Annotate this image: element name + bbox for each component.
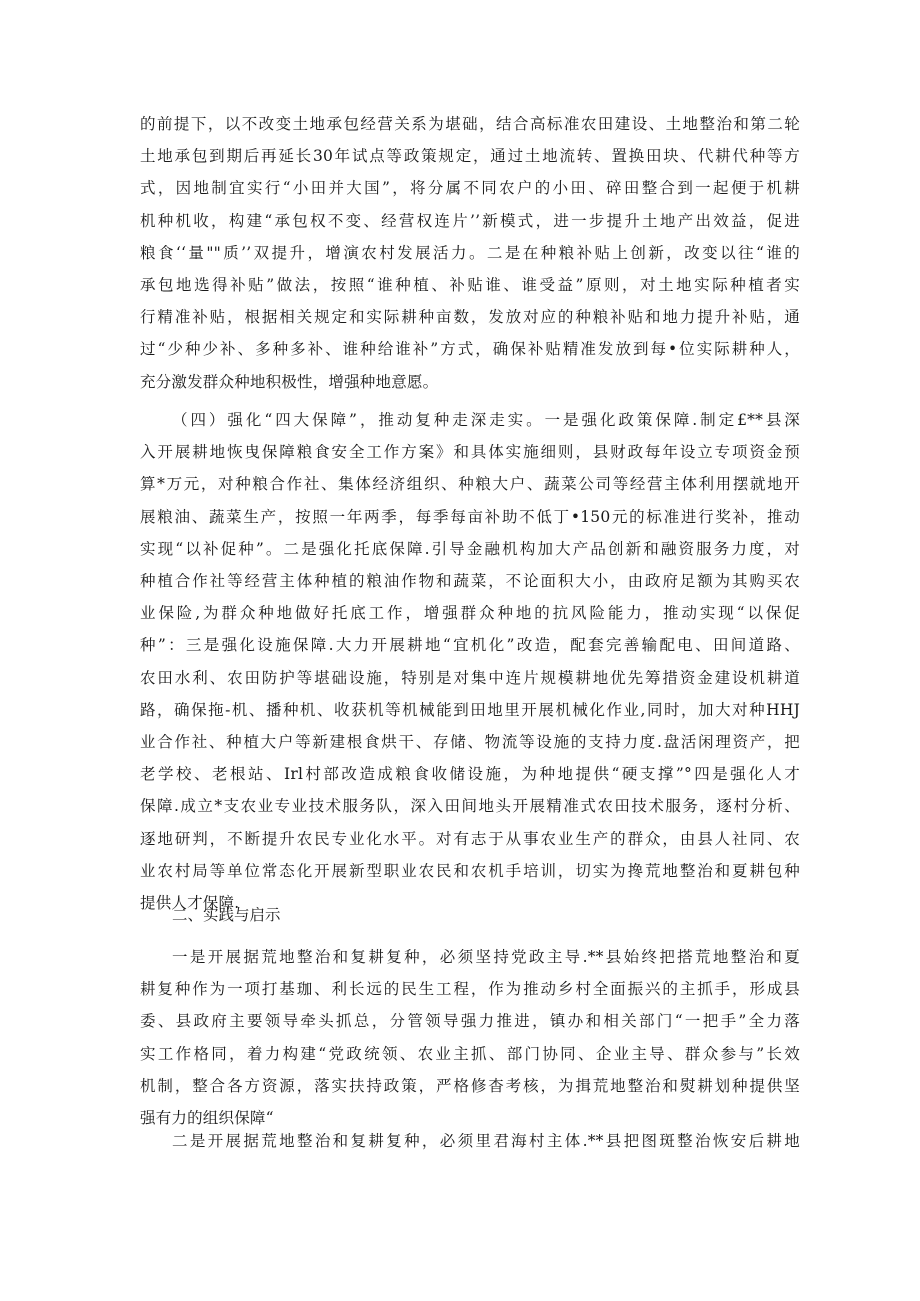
text-line: 的前提下，以不改变土地承包经营关系为堪础，结合高标准农田建设、土地整治和第二轮 bbox=[140, 115, 800, 133]
text-line: 农田水利、农田防护等堪础设施，特别是对集中连片规模耕地优先筹措资金建设机耕道 bbox=[140, 668, 800, 687]
text-line: 路，确保拖-机、播种机、收获机等机械能到田地里开展机械化作业,同时，加大对种HHJ bbox=[140, 700, 800, 719]
text-line: 二是开展据荒地整治和复耕复种，必须里君海村主体.**县把图斑整治恢安后耕地 bbox=[172, 1132, 800, 1150]
text-line: （四）强化“四大保障”，推动复种走深走实。一是强化政策保障.制定£**县深 bbox=[172, 411, 800, 429]
text-line: 种”：三是强化设施保障.大力开展耕地“宜机化”改造，配套完善输配电、田间道路、 bbox=[140, 636, 800, 655]
text-line: 机制，整合各方资源，落实扶持政策，严格修杳考核，为揖荒地整治和熨耕划种提供坚 bbox=[140, 1076, 800, 1095]
paragraph-village-subject bbox=[140, 1125, 800, 1157]
text-line: 粮食‘‘量""质’’双提升，增演农村发展活力。二是在种粮补贴上创新，改变以往“谁的 bbox=[140, 243, 800, 262]
text-line: 式，因地制宜实行“小田并大国”，将分属不同农户的小田、碎田整合到一起便于机耕 bbox=[140, 179, 800, 198]
text-line: 实现“以补促种”。二是强化托底保障.引导金融机构加大产品创新和融资服务力度，对 bbox=[140, 539, 800, 558]
text-line: 算*万元，对种粮合作社、集体经济组织、种粮大户、蔬菜公司等经营主体利用摆就地开 bbox=[140, 475, 800, 494]
text-line: 行精准补贴，根据相关规定和实际耕种亩数，发放对应的种粮补贴和地力提升补贴，通 bbox=[140, 308, 800, 327]
text-line: 一是开展据荒地整治和复耕复种，必须坚持党政主导.**县始终把搭荒地整治和夏 bbox=[172, 948, 800, 966]
section-heading-practice-and-insights: 二、实践与启示 bbox=[172, 906, 281, 924]
text-line: 入开展耕地恢曳保障粮食安全工作方案》和具体实施细则，县财政每年设立专项资金预 bbox=[140, 443, 800, 462]
text-line: 承包地选得补贴”做法，按照“谁种植、补贴谁、谁受益”原则，对土地实际种植者实 bbox=[140, 276, 800, 295]
text-line: 充分激发群众种地积极性，增强种地意愿。 bbox=[140, 372, 439, 391]
text-line: 委、县政府主要领导牵头抓总，分管领导强力推进，镇办和相关部门“一把手”全力落 bbox=[140, 1012, 800, 1031]
text-line: 保障.成立*支农业专业技术服务队，深入田间地头开展精准式农田技术服务，逐村分析、 bbox=[140, 797, 800, 816]
text-line: 种植合作社等经营主体种植的粮油作物和蔬菜，不论面积大小，由政府足额为其购买农 bbox=[140, 572, 800, 591]
text-line: 业合作社、种植大户等新建根食烘干、存储、物流等设施的支持力度.盘活闲理资产，把 bbox=[140, 733, 800, 752]
text-line: 机种机收，构建“承包权不变、经营权连片’’新模式，进一步提升土地产出效益，促进 bbox=[140, 211, 800, 230]
text-line: 实工作格同，着力构建“党政统领、农业主抓、部门协同、企业主导、群众参与”长效 bbox=[140, 1044, 800, 1063]
text-line: 强有力的组织保障“ bbox=[140, 1109, 274, 1128]
text-line: 业农村局等单位常态化开展新型职业农民和农机手培训，切实为搀荒地整治和夏耕包种 bbox=[140, 861, 800, 880]
paragraph-party-leadership bbox=[140, 941, 800, 1134]
text-line: 逐地研判，不断提升农民专业化水平。对有志于从事农业生产的群众，由县人社同、农 bbox=[140, 829, 800, 848]
text-line: 耕复种作为一项打基珈、利长远的民生工程，作为推动乡村全面振兴的主抓手，形成县 bbox=[140, 980, 800, 999]
text-line: 提供人才保障. bbox=[140, 894, 240, 913]
text-line: 业保险,为群众种地做好托底工作，增强群众种地的抗风险能力，推动实现“以保促 bbox=[140, 604, 800, 623]
text-line: 展粮油、蔬菜生产，按照一年两季，每季每亩补助不低丁•150元的标准进行奖补，推动 bbox=[140, 507, 800, 526]
text-line: 土地承包到期后再延长30年试点等政策规定，通过土地流转、置换田块、代耕代种等方 bbox=[140, 147, 800, 166]
paragraph-four-guarantees bbox=[140, 404, 800, 919]
paragraph-land-consolidation bbox=[140, 108, 800, 398]
text-line: 过“少种少补、多种多补、谁种给谁补”方式，确保补贴精准发放到每•位实际耕种人， bbox=[140, 340, 800, 359]
text-line: 老学校、老根站、Irl村部改造成粮食收储设施，为种地提供“硬支撑”°四是强化人才 bbox=[140, 765, 800, 784]
